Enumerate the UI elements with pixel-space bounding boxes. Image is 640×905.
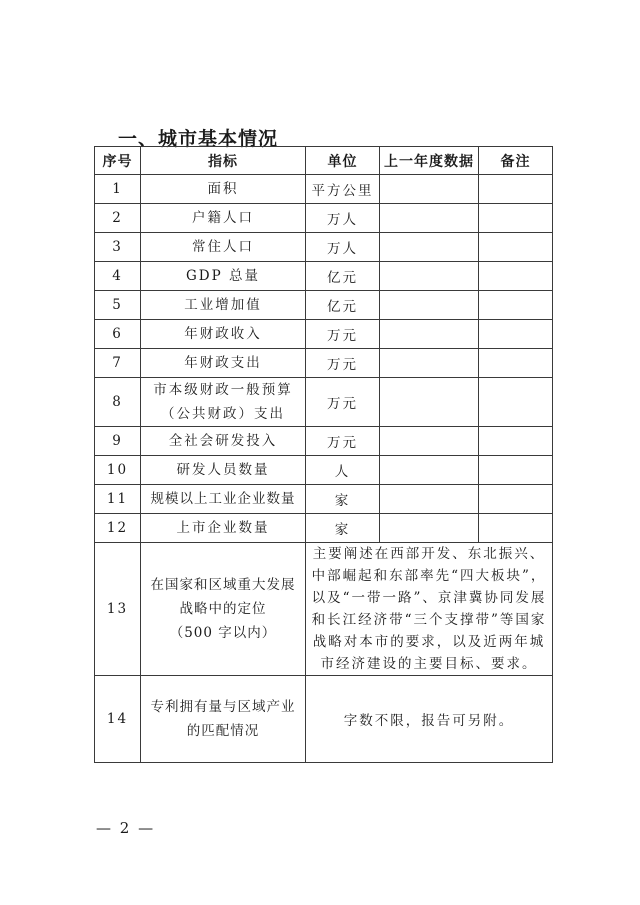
data-cell[interactable] <box>380 262 479 291</box>
table-row <box>95 204 553 233</box>
indicator-cell: 年财政收入 <box>141 320 306 349</box>
table-row <box>95 320 553 349</box>
indicator-cell: 年财政支出 <box>141 349 306 378</box>
table-row <box>95 175 553 204</box>
indicator-cell: 工业增加值 <box>141 291 306 320</box>
section-title: 一、城市基本情况 <box>118 128 279 150</box>
note-cell[interactable] <box>479 349 553 378</box>
note-cell[interactable] <box>479 175 553 204</box>
header-note: 备注 <box>479 147 553 175</box>
data-cell[interactable] <box>380 456 479 485</box>
row-number: 2 <box>95 204 141 233</box>
row-number: 3 <box>95 233 141 262</box>
indicator-cell: 在国家和区域重大发展 战略中的定位 （500 字以内） <box>141 543 306 676</box>
page-number: — 2 — <box>96 819 156 837</box>
row-number: 4 <box>95 262 141 291</box>
table-header-row <box>95 147 553 175</box>
row-number: 13 <box>95 543 141 676</box>
guidance-note: 主要阐述在西部开发、东北振兴、中部崛起和东部率先“四大板块”，以及“一带一路”、京津冀协同发展和长江经济带“三个支撑带”等国家战略对本市的要求，以及近两年城市经济建设的主要目标、要求。 <box>306 543 553 676</box>
unit-cell: 万人 <box>306 204 380 233</box>
indicator-cell: 研发人员数量 <box>141 456 306 485</box>
indicator-cell: 户籍人口 <box>141 204 306 233</box>
table-row <box>95 291 553 320</box>
data-cell[interactable] <box>380 427 479 456</box>
unit-cell: 家 <box>306 485 380 514</box>
row-number: 5 <box>95 291 141 320</box>
unit-cell: 万元 <box>306 378 380 427</box>
table-row <box>95 485 553 514</box>
row-number: 9 <box>95 427 141 456</box>
row-number: 12 <box>95 514 141 543</box>
unit-cell: 亿元 <box>306 291 380 320</box>
header-last-year-data: 上一年度数据 <box>380 147 479 175</box>
table-row <box>95 427 553 456</box>
unit-cell: 万人 <box>306 233 380 262</box>
guidance-note: 字数不限，报告可另附。 <box>306 676 553 763</box>
table-row <box>95 349 553 378</box>
row-number: 1 <box>95 175 141 204</box>
table-row <box>95 378 553 427</box>
data-cell[interactable] <box>380 378 479 427</box>
header-indicator: 指标 <box>141 147 306 175</box>
table-row <box>95 543 553 676</box>
city-basic-info-table <box>94 146 553 763</box>
data-cell[interactable] <box>380 233 479 262</box>
note-cell[interactable] <box>479 291 553 320</box>
data-cell[interactable] <box>380 514 479 543</box>
unit-cell: 万元 <box>306 349 380 378</box>
indicator-cell: 面积 <box>141 175 306 204</box>
note-cell[interactable] <box>479 427 553 456</box>
data-cell[interactable] <box>380 175 479 204</box>
indicator-cell: 常住人口 <box>141 233 306 262</box>
indicator-cell: GDP 总量 <box>141 262 306 291</box>
data-cell[interactable] <box>380 204 479 233</box>
data-cell[interactable] <box>380 320 479 349</box>
table-row <box>95 262 553 291</box>
table-row <box>95 514 553 543</box>
indicator-cell: 上市企业数量 <box>141 514 306 543</box>
note-cell[interactable] <box>479 204 553 233</box>
note-cell[interactable] <box>479 262 553 291</box>
note-cell[interactable] <box>479 456 553 485</box>
note-cell[interactable] <box>479 485 553 514</box>
row-number: 14 <box>95 676 141 763</box>
row-number: 11 <box>95 485 141 514</box>
indicator-cell: 专利拥有量与区域产业 的匹配情况 <box>141 676 306 763</box>
note-cell[interactable] <box>479 233 553 262</box>
table-row <box>95 233 553 262</box>
table-row <box>95 456 553 485</box>
data-cell[interactable] <box>380 485 479 514</box>
row-number: 6 <box>95 320 141 349</box>
data-cell[interactable] <box>380 349 479 378</box>
row-number: 10 <box>95 456 141 485</box>
indicator-cell: 全社会研发投入 <box>141 427 306 456</box>
unit-cell: 万元 <box>306 320 380 349</box>
row-number: 8 <box>95 378 141 427</box>
table-row <box>95 676 553 763</box>
unit-cell: 亿元 <box>306 262 380 291</box>
unit-cell: 人 <box>306 456 380 485</box>
note-cell[interactable] <box>479 320 553 349</box>
header-unit: 单位 <box>306 147 380 175</box>
unit-cell: 家 <box>306 514 380 543</box>
unit-cell: 平方公里 <box>306 175 380 204</box>
note-cell[interactable] <box>479 514 553 543</box>
indicator-cell: 规模以上工业企业数量 <box>141 485 306 514</box>
indicator-cell: 市本级财政一般预算 （公共财政）支出 <box>141 378 306 427</box>
note-cell[interactable] <box>479 378 553 427</box>
unit-cell: 万元 <box>306 427 380 456</box>
row-number: 7 <box>95 349 141 378</box>
data-cell[interactable] <box>380 291 479 320</box>
header-no: 序号 <box>95 147 141 175</box>
